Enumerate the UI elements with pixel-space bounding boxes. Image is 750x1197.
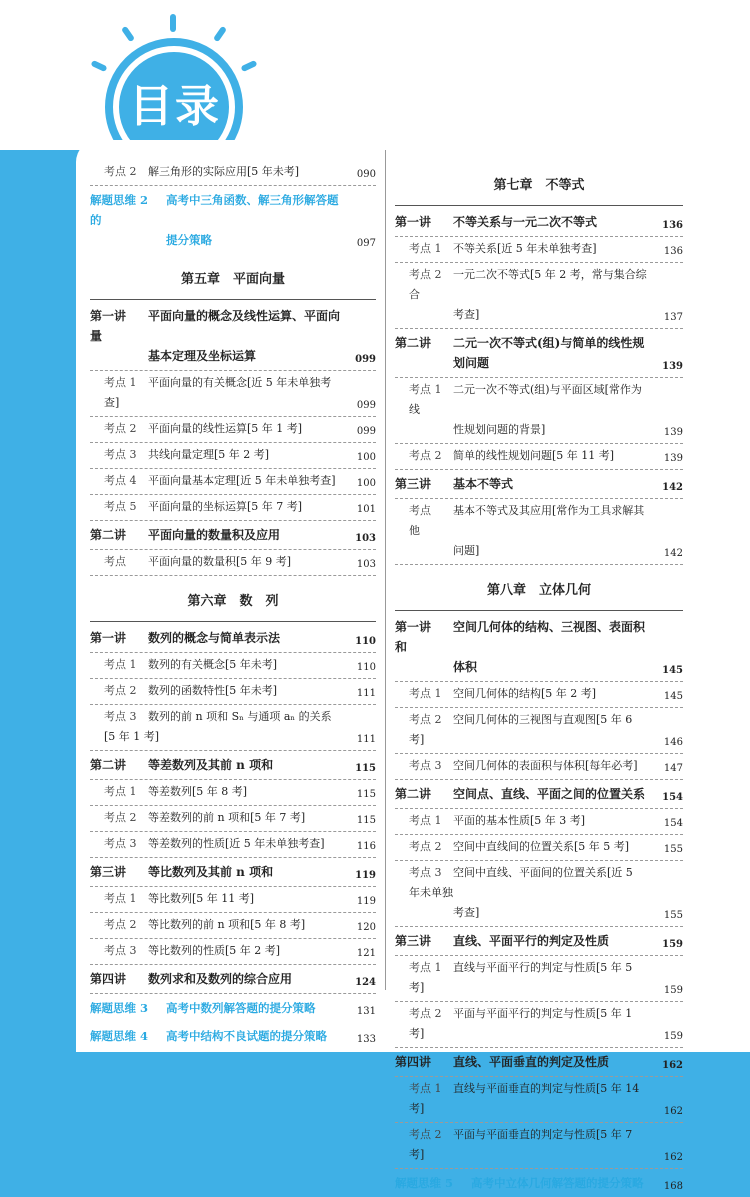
page-number: 121 xyxy=(356,948,376,959)
page-number: 100 xyxy=(356,478,376,489)
page-number: 120 xyxy=(356,922,376,933)
topic-entry[interactable] xyxy=(90,495,376,521)
page-number: 137 xyxy=(663,312,683,323)
entry-title: 数列的函数特性[5 年未考] xyxy=(148,684,278,697)
page-number: 139 xyxy=(663,427,683,438)
chapter-title: 第八章 立体几何 xyxy=(486,583,591,598)
chapter-title: 第五章 平面向量 xyxy=(180,272,285,287)
entry-title: 平面与平面平行的判定与性质[5 年 1 考] xyxy=(409,1007,633,1040)
entry-label: 考点 2 xyxy=(104,811,137,824)
entry-label: 解题思维 5 xyxy=(395,1176,454,1190)
entry-label: 考点 1 xyxy=(409,814,442,827)
page-number: 139 xyxy=(662,361,683,372)
page-number: 124 xyxy=(355,977,376,988)
topic-entry[interactable] xyxy=(90,417,376,443)
chapter-title: 第七章 不等式 xyxy=(493,178,585,193)
entry-title: 解三角形的实际应用[5 年未考] xyxy=(148,165,300,178)
lecture-entry[interactable] xyxy=(395,208,683,237)
entry-title: 高考中结构不良试题的提分策略 xyxy=(166,1029,327,1043)
entry-title: 平面向量的数量积[5 年 9 考] xyxy=(148,555,292,568)
chapter-title: 第六章 数 列 xyxy=(187,594,279,609)
entry-title: 不等关系[近 5 年未单独考查] xyxy=(453,242,597,255)
page-number: 099 xyxy=(356,426,376,437)
topic-entry[interactable] xyxy=(395,499,683,565)
lecture-entry[interactable] xyxy=(395,329,683,378)
topic-entry[interactable] xyxy=(90,469,376,495)
topic-entry[interactable] xyxy=(395,861,683,927)
page-number: 162 xyxy=(663,1152,683,1163)
page-number: 159 xyxy=(663,1031,683,1042)
page-number: 099 xyxy=(356,400,376,411)
topic-entry[interactable] xyxy=(395,682,683,708)
lecture-entry[interactable] xyxy=(90,624,376,653)
entry-title: 空间中直线、平面间的位置关系[近 5 年未单独 xyxy=(409,866,633,899)
topic-entry[interactable] xyxy=(90,371,376,417)
page-number: 168 xyxy=(663,1181,683,1192)
entry-title: 数列的概念与简单表示法 xyxy=(148,631,281,645)
entry-title-continued: 性规划问题的背景] xyxy=(453,423,546,436)
entry-label: 第四讲 xyxy=(90,972,127,986)
column-divider xyxy=(385,150,386,990)
page-number: 101 xyxy=(356,504,376,515)
entry-label: 考点 2 xyxy=(409,1007,442,1020)
page-number: 110 xyxy=(356,662,376,673)
entry-title: 空间几何体的表面积与体积[每年必考] xyxy=(453,759,638,772)
entry-title: 数列求和及数列的综合应用 xyxy=(148,972,293,986)
entry-title: 基本不等式及其应用[常作为工具求解其他 xyxy=(409,504,645,537)
entry-title: 平面向量的线性运算[5 年 1 考] xyxy=(148,422,303,435)
entry-title: 等比数列的性质[5 年 2 考] xyxy=(148,944,281,957)
entry-label: 考点 1 xyxy=(104,658,137,671)
light-ray xyxy=(170,14,176,32)
entry-title-continued: 考查] xyxy=(453,308,480,321)
entry-title: 简单的线性规划问题[5 年 11 考] xyxy=(453,449,615,462)
entry-title: 基本不等式 xyxy=(453,477,514,491)
topic-entry[interactable] xyxy=(395,444,683,470)
lecture-entry[interactable] xyxy=(395,927,683,956)
entry-title: 等比数列及其前 n 项和 xyxy=(148,865,274,879)
entry-label: 考点 3 xyxy=(409,866,442,879)
page-number: 154 xyxy=(663,818,683,829)
entry-label: 考点 1 xyxy=(409,1082,442,1095)
lecture-entry[interactable] xyxy=(395,1048,683,1077)
entry-title-continued: 基本定理及坐标运算 xyxy=(148,349,257,363)
strategy-entry[interactable] xyxy=(90,186,376,254)
page-number: 142 xyxy=(663,548,683,559)
entry-label: 考点 1 xyxy=(104,892,137,905)
entry-title: 等差数列及其前 n 项和 xyxy=(148,758,274,772)
topic-entry[interactable] xyxy=(395,835,683,861)
topic-entry[interactable] xyxy=(90,550,376,576)
page-number: 090 xyxy=(356,169,376,180)
page-number: 111 xyxy=(356,734,376,745)
entry-label: 考点 3 xyxy=(104,710,137,723)
topic-entry[interactable] xyxy=(395,708,683,754)
lecture-entry[interactable] xyxy=(90,302,376,371)
entry-label: 第一讲 xyxy=(90,309,127,323)
entry-title: 等差数列[5 年 8 考] xyxy=(148,785,248,798)
page-number: 146 xyxy=(663,737,683,748)
topic-entry[interactable] xyxy=(395,263,683,329)
entry-label: 考点 2 xyxy=(104,918,137,931)
entry-label: 考点 3 xyxy=(104,448,137,461)
lecture-entry[interactable] xyxy=(395,470,683,499)
lecture-entry[interactable] xyxy=(90,858,376,887)
page-number: 110 xyxy=(355,636,376,647)
entry-label: 考点 1 xyxy=(104,376,137,389)
entry-label: 第二讲 xyxy=(395,336,432,350)
entry-title: 数列的前 n 项和 Sₙ 与通项 aₙ 的关系[5 年 1 考] xyxy=(104,710,332,743)
entry-title-continued: 问题] xyxy=(453,544,480,557)
entry-label: 第二讲 xyxy=(90,528,127,542)
entry-title: 直线、平面平行的判定及性质 xyxy=(453,934,610,948)
entry-title: 二元一次不等式(组)与简单的线性规 xyxy=(453,336,645,350)
lecture-entry[interactable] xyxy=(90,751,376,780)
entry-title: 等比数列[5 年 11 考] xyxy=(148,892,255,905)
entry-title: 空间几何体的结构、三视图、表面积和 xyxy=(395,620,646,654)
lecture-entry[interactable] xyxy=(395,613,683,682)
page-number: 142 xyxy=(662,482,683,493)
page-number: 115 xyxy=(355,763,376,774)
page-number: 159 xyxy=(662,939,683,950)
entry-title: 平面向量的数量积及应用 xyxy=(148,528,281,542)
chapter-heading xyxy=(395,565,683,611)
entry-title-continued: 划问题 xyxy=(453,356,490,370)
entry-label: 第一讲 xyxy=(395,215,432,229)
entry-label: 第一讲 xyxy=(395,620,432,634)
topic-entry[interactable] xyxy=(90,780,376,806)
page-number: 136 xyxy=(663,246,683,257)
page-number: 145 xyxy=(662,665,683,676)
page-number: 145 xyxy=(663,691,683,702)
topic-entry[interactable] xyxy=(90,679,376,705)
chapter-heading xyxy=(90,254,376,300)
topic-entry[interactable] xyxy=(90,913,376,939)
entry-title: 平面向量基本定理[近 5 年未单独考查] xyxy=(148,474,336,487)
page-number: 155 xyxy=(663,910,683,921)
entry-title: 数列的有关概念[5 年未考] xyxy=(148,658,278,671)
lecture-entry[interactable] xyxy=(90,521,376,550)
page-number: 155 xyxy=(663,844,683,855)
topic-entry[interactable] xyxy=(395,809,683,835)
page-number: 115 xyxy=(356,815,376,826)
entry-label: 第三讲 xyxy=(395,934,432,948)
entry-label: 考点 2 xyxy=(104,422,137,435)
entry-title: 平面向量的坐标运算[5 年 7 考] xyxy=(148,500,303,513)
entry-label: 考点 1 xyxy=(409,961,442,974)
page-number: 119 xyxy=(355,870,376,881)
page-number: 100 xyxy=(356,452,376,463)
entry-title: 直线与平面平行的判定与性质[5 年 5 考] xyxy=(409,961,633,994)
chapter-heading xyxy=(90,576,376,622)
topic-entry[interactable] xyxy=(90,806,376,832)
entry-label: 第二讲 xyxy=(90,758,127,772)
entry-label: 考点 2 xyxy=(104,684,137,697)
topic-entry[interactable] xyxy=(90,705,376,751)
page-number: 162 xyxy=(663,1106,683,1117)
entry-label: 考点 xyxy=(409,504,431,517)
entry-label: 解题思维 3 xyxy=(90,1001,149,1015)
page-number: 103 xyxy=(355,533,376,544)
entry-label: 第四讲 xyxy=(395,1055,432,1069)
strategy-entry[interactable] xyxy=(90,994,376,1022)
topic-entry[interactable] xyxy=(90,939,376,965)
entry-label: 考点 2 xyxy=(409,713,442,726)
page-number: 131 xyxy=(356,1006,376,1017)
page-number: 103 xyxy=(356,559,376,570)
page-number: 154 xyxy=(662,792,683,803)
entry-title: 不等关系与一元二次不等式 xyxy=(453,215,598,229)
page-number: 097 xyxy=(356,238,376,249)
page-number: 111 xyxy=(356,688,376,699)
entry-label: 第二讲 xyxy=(395,787,432,801)
entry-label: 第三讲 xyxy=(90,865,127,879)
page-number: 133 xyxy=(356,1034,376,1045)
entry-label: 考点 2 xyxy=(104,165,137,178)
entry-title: 共线向量定理[5 年 2 考] xyxy=(148,448,270,461)
toc-right-column xyxy=(395,160,683,1197)
entry-title: 直线、平面垂直的判定及性质 xyxy=(453,1055,610,1069)
entry-title-continued: 考查] xyxy=(453,906,480,919)
topic-entry[interactable] xyxy=(90,160,376,186)
strategy-entry[interactable] xyxy=(395,1169,683,1197)
entry-title: 高考中三角函数、解三角形解答题的 xyxy=(90,193,339,227)
entry-label: 考点 3 xyxy=(104,837,137,850)
page-title: 目录 xyxy=(129,81,221,132)
entry-title: 高考中数列解答题的提分策略 xyxy=(166,1001,316,1015)
entry-title: 空间点、直线、平面之间的位置关系 xyxy=(453,787,646,801)
entry-title: 空间中直线间的位置关系[5 年 5 考] xyxy=(453,840,630,853)
page-number: 147 xyxy=(663,763,683,774)
topic-entry[interactable] xyxy=(395,378,683,444)
topic-entry[interactable] xyxy=(395,237,683,263)
topic-entry[interactable] xyxy=(90,832,376,858)
entry-label: 考点 3 xyxy=(104,944,137,957)
entry-label: 考点 3 xyxy=(409,759,442,772)
toc-left-column xyxy=(90,160,376,1050)
entry-title-continued: 提分策略 xyxy=(166,233,212,247)
entry-title: 高考中立体几何解答题的提分策略 xyxy=(471,1176,644,1190)
page-number: 116 xyxy=(356,841,376,852)
entry-title: 等差数列的前 n 项和[5 年 7 考] xyxy=(148,811,306,824)
entry-label: 解题思维 2 xyxy=(90,193,149,207)
entry-label: 第三讲 xyxy=(395,477,432,491)
entry-label: 第一讲 xyxy=(90,631,127,645)
entry-title: 二元一次不等式(组)与平面区域[常作为线 xyxy=(409,383,642,416)
entry-title: 平面的基本性质[5 年 3 考] xyxy=(453,814,586,827)
entry-label: 解题思维 4 xyxy=(90,1029,149,1043)
entry-label: 考点 1 xyxy=(104,785,137,798)
entry-label: 考点 2 xyxy=(409,449,442,462)
entry-title: 平面与平面垂直的判定与性质[5 年 7 考] xyxy=(409,1128,633,1161)
entry-title: 空间几何体的三视图与直观图[5 年 6 考] xyxy=(409,713,633,746)
entry-label: 考点 1 xyxy=(409,687,442,700)
entry-title: 等差数列的性质[近 5 年未单独考查] xyxy=(148,837,325,850)
page-number: 119 xyxy=(356,896,376,907)
entry-label: 考点 2 xyxy=(409,1128,442,1141)
topic-entry[interactable] xyxy=(395,1123,683,1169)
topic-entry[interactable] xyxy=(395,956,683,1002)
chapter-heading xyxy=(395,160,683,206)
entry-title: 平面向量的有关概念[近 5 年未单独考查] xyxy=(104,376,332,409)
page-number: 162 xyxy=(662,1060,683,1071)
entry-label: 考点 5 xyxy=(104,500,137,513)
topic-entry[interactable] xyxy=(90,653,376,679)
topic-entry[interactable] xyxy=(90,443,376,469)
entry-label: 考点 4 xyxy=(104,474,137,487)
page-number: 099 xyxy=(355,354,376,365)
strategy-entry[interactable] xyxy=(90,1022,376,1050)
entry-title-continued: 体积 xyxy=(453,660,478,674)
entry-title: 一元二次不等式[5 年 2 考，常与集合综合 xyxy=(409,268,647,301)
entry-title: 平面向量的概念及线性运算、平面向量 xyxy=(90,309,341,343)
page-number: 136 xyxy=(662,220,683,231)
entry-title: 等比数列的前 n 项和[5 年 8 考] xyxy=(148,918,306,931)
entry-label: 考点 2 xyxy=(409,268,442,281)
lecture-entry[interactable] xyxy=(395,780,683,809)
entry-label: 考点 1 xyxy=(409,242,442,255)
page-number: 139 xyxy=(663,453,683,464)
lecture-entry[interactable] xyxy=(90,965,376,994)
topic-entry[interactable] xyxy=(395,1077,683,1123)
page-number: 159 xyxy=(663,985,683,996)
page-number: 115 xyxy=(356,789,376,800)
entry-title: 空间几何体的结构[5 年 2 考] xyxy=(453,687,597,700)
topic-entry[interactable] xyxy=(90,887,376,913)
entry-title: 直线与平面垂直的判定与性质[5 年 14 考] xyxy=(409,1082,640,1115)
entry-label: 考点 xyxy=(104,555,126,568)
topic-entry[interactable] xyxy=(395,1002,683,1048)
entry-label: 考点 1 xyxy=(409,383,442,396)
entry-label: 考点 2 xyxy=(409,840,442,853)
topic-entry[interactable] xyxy=(395,754,683,780)
